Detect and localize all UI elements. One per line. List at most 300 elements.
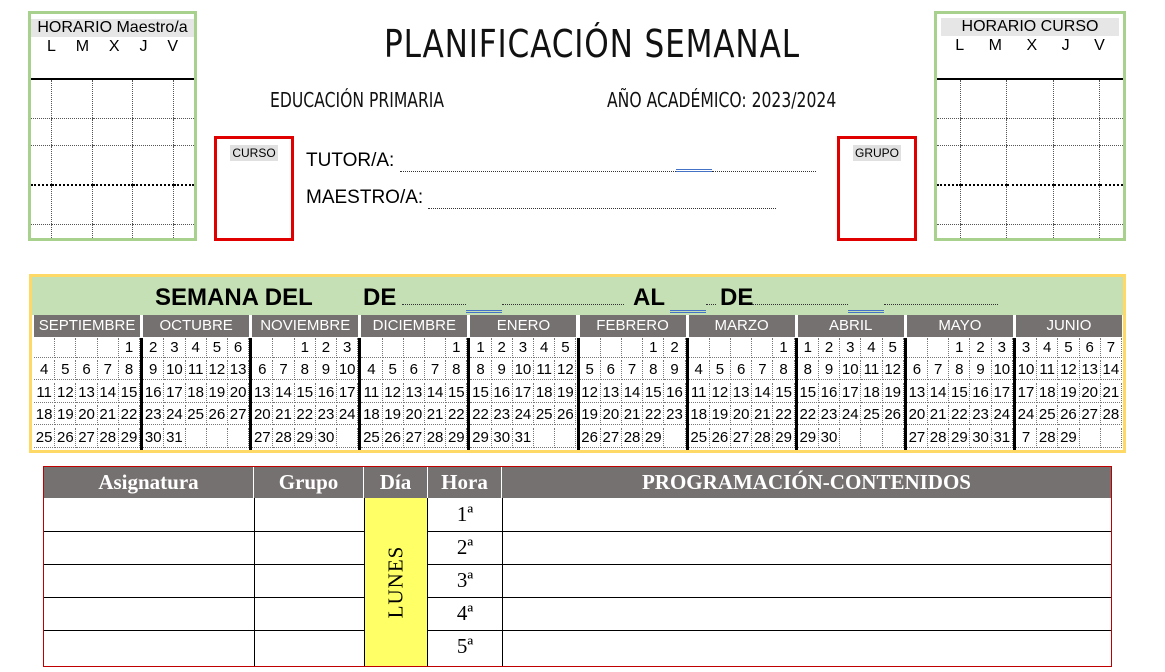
month-name: JUNIO (1016, 315, 1122, 337)
calendar-day: 12 (1058, 360, 1079, 380)
month-name: NOVIEMBRE (252, 315, 358, 337)
calendar-day: 10 (513, 360, 534, 380)
calendar-day: 24 (840, 405, 861, 425)
calendar-day: 6 (76, 360, 97, 380)
calendar-day: 8 (119, 360, 140, 380)
calendar-day: 14 (752, 383, 773, 403)
day-label: X (108, 38, 120, 55)
calendar-day: 3 (840, 338, 861, 358)
calendar-day: 28 (425, 428, 446, 448)
calendar-day: 9 (819, 360, 840, 380)
calendar-day: 19 (883, 383, 904, 403)
calendar-day: 5 (383, 360, 404, 380)
calendar-day: 15 (295, 383, 316, 403)
calendar-day: 27 (1080, 405, 1101, 425)
calendar-day: 16 (316, 383, 337, 403)
calendar-day: 16 (492, 383, 513, 403)
calendar-day: 26 (710, 428, 731, 448)
teacher-schedule-grid (31, 78, 194, 238)
calendar-day: 5 (1058, 338, 1079, 358)
calendar-day: 25 (861, 405, 882, 425)
calendar-day: 23 (492, 405, 513, 425)
course-schedule-days (937, 36, 1123, 56)
calendar-day: 17 (992, 383, 1013, 403)
calendar-day: 27 (731, 428, 752, 448)
calendar-day: 30 (492, 428, 513, 448)
header-asignatura: Asignatura (44, 467, 254, 498)
calendar-day: 18 (34, 405, 55, 425)
calendar-day (731, 338, 752, 358)
teacher-field[interactable] (306, 187, 776, 209)
calendar-day: 12 (207, 360, 228, 380)
calendar-day (1101, 428, 1122, 448)
calendar-day: 7 (1016, 428, 1037, 448)
calendar-day: 1 (295, 338, 316, 358)
calendar-day: 26 (555, 405, 576, 425)
calendar-day (689, 338, 710, 358)
calendar-day: 24 (164, 405, 185, 425)
calendar-day: 28 (273, 428, 294, 448)
calendar-day: 12 (883, 360, 904, 380)
calendar-day: 20 (601, 405, 622, 425)
calendar-day: 28 (1101, 405, 1122, 425)
calendar-day: 24 (337, 405, 358, 425)
calendar-day: 20 (1080, 383, 1101, 403)
calendar-day: 3 (1016, 338, 1037, 358)
calendar-day: 11 (1037, 360, 1058, 380)
calendar-day: 9 (316, 360, 337, 380)
calendar-day: 6 (1080, 338, 1101, 358)
calendar-day (207, 428, 228, 448)
calendar-day (337, 428, 358, 448)
calendar-day: 17 (513, 383, 534, 403)
hour-cell: 1ª (456, 502, 474, 526)
calendar-day: 17 (164, 383, 185, 403)
day-label: L (955, 37, 965, 54)
calendar-day: 13 (404, 383, 425, 403)
education-level: EDUCACIÓN PRIMARIA (270, 88, 445, 112)
calendar-day: 20 (907, 405, 928, 425)
day-label: J (139, 38, 148, 55)
teacher-schedule-days (31, 37, 194, 57)
day-cell-lunes (364, 498, 428, 666)
calendar-day: 8 (295, 360, 316, 380)
calendar-day (664, 428, 685, 448)
calendar-day: 22 (773, 405, 794, 425)
calendar-day: 28 (98, 428, 119, 448)
calendar-day: 11 (34, 383, 55, 403)
calendar-day: 23 (316, 405, 337, 425)
calendar-day: 26 (55, 428, 76, 448)
calendar-day: 19 (55, 405, 76, 425)
calendar-day: 5 (883, 338, 904, 358)
day-label: V (167, 38, 179, 55)
calendar-day: 28 (928, 428, 949, 448)
calendar-day: 22 (470, 405, 491, 425)
calendar-day: 15 (798, 383, 819, 403)
calendar-day (361, 338, 382, 358)
calendar-day: 25 (34, 428, 55, 448)
calendar-day: 4 (534, 338, 555, 358)
calendar-day: 4 (689, 360, 710, 380)
calendar-day: 13 (731, 383, 752, 403)
calendar-day: 15 (119, 383, 140, 403)
calendar-day: 11 (534, 360, 555, 380)
calendar-day: 13 (907, 383, 928, 403)
calendar-day: 12 (555, 360, 576, 380)
calendar-day: 25 (689, 428, 710, 448)
calendar-day: 5 (55, 360, 76, 380)
calendar-day: 29 (949, 428, 970, 448)
calendar-day: 7 (273, 360, 294, 380)
calendar-day: 17 (337, 383, 358, 403)
calendar-day: 29 (798, 428, 819, 448)
calendar-day: 14 (928, 383, 949, 403)
tutor-label: TUTOR/A: (306, 150, 395, 171)
calendar-day: 29 (773, 428, 794, 448)
calendar-day: 8 (643, 360, 664, 380)
calendar-day: 19 (710, 405, 731, 425)
calendar-day: 12 (580, 383, 601, 403)
calendar-day: 10 (1016, 360, 1037, 380)
calendar-day (907, 338, 928, 358)
day-label: M (988, 37, 1002, 54)
calendar-day: 3 (513, 338, 534, 358)
day-name: LUNES (383, 545, 408, 619)
calendar-day: 15 (949, 383, 970, 403)
calendar-day (76, 338, 97, 358)
calendar-day: 5 (555, 338, 576, 358)
calendar-day (622, 338, 643, 358)
calendar-day: 29 (295, 428, 316, 448)
calendar-day: 1 (446, 338, 467, 358)
calendar-day: 23 (664, 405, 685, 425)
calendar-day: 3 (337, 338, 358, 358)
calendar-day: 29 (446, 428, 467, 448)
calendar-day: 7 (425, 360, 446, 380)
calendar-day: 9 (143, 360, 164, 380)
calendar-day: 24 (1016, 405, 1037, 425)
calendar-day: 4 (1037, 338, 1058, 358)
calendar-day (55, 338, 76, 358)
calendar-day: 21 (425, 405, 446, 425)
calendar-day: 18 (861, 383, 882, 403)
teacher-schedule-title: HORARIO Maestro/a (31, 19, 194, 37)
calendar-day: 1 (643, 338, 664, 358)
calendar-day: 10 (164, 360, 185, 380)
calendar-day: 31 (992, 428, 1013, 448)
calendar-day: 21 (928, 405, 949, 425)
month-name: ENERO (470, 315, 576, 337)
calendar-day: 17 (840, 383, 861, 403)
month-name: MARZO (689, 315, 795, 337)
calendar-day (840, 428, 861, 448)
calendar-day: 31 (164, 428, 185, 448)
calendar-day (555, 428, 576, 448)
course-box[interactable] (214, 136, 294, 241)
calendar-day: 15 (446, 383, 467, 403)
calendar-day (186, 428, 207, 448)
calendar-day: 11 (689, 383, 710, 403)
calendar-day: 24 (992, 405, 1013, 425)
calendar-day: 14 (1101, 360, 1122, 380)
teacher-schedule-box (28, 11, 197, 241)
calendar-day: 20 (252, 405, 273, 425)
calendar-day (534, 428, 555, 448)
calendar-day (34, 338, 55, 358)
week-range-bar (32, 277, 1123, 315)
calendar-day (710, 338, 731, 358)
page-title: PLANIFICACIÓN SEMANAL (384, 22, 800, 66)
calendar-day: 21 (273, 405, 294, 425)
calendar-day: 8 (470, 360, 491, 380)
calendar-day: 18 (534, 383, 555, 403)
calendar-day: 7 (622, 360, 643, 380)
month-name: DICIEMBRE (361, 315, 467, 337)
calendar-day: 13 (76, 383, 97, 403)
calendar-day: 28 (752, 428, 773, 448)
calendar-day: 13 (252, 383, 273, 403)
calendar-day: 7 (928, 360, 949, 380)
calendar-day: 11 (861, 360, 882, 380)
calendar-day: 22 (798, 405, 819, 425)
day-label: V (1094, 37, 1105, 54)
calendar-day: 13 (228, 360, 249, 380)
calendar-day: 4 (186, 338, 207, 358)
calendar-day: 9 (664, 360, 685, 380)
calendar-day (928, 338, 949, 358)
header-grupo: Grupo (254, 467, 364, 498)
calendar-day: 8 (446, 360, 467, 380)
calendar-day: 20 (228, 383, 249, 403)
calendar-day: 11 (361, 383, 382, 403)
calendar-day: 26 (883, 405, 904, 425)
programming-table (43, 466, 1112, 667)
month-name: SEPTIEMBRE (34, 315, 140, 337)
calendar-day (383, 338, 404, 358)
calendar-day: 20 (76, 405, 97, 425)
calendar-day: 6 (252, 360, 273, 380)
calendar-day: 23 (819, 405, 840, 425)
calendar-day (228, 428, 249, 448)
calendar-day: 13 (1080, 360, 1101, 380)
day-label: X (1026, 37, 1038, 54)
course-schedule-box (934, 11, 1126, 241)
calendar-day: 1 (119, 338, 140, 358)
group-box[interactable] (837, 136, 917, 241)
calendar-day: 14 (425, 383, 446, 403)
calendar-day: 21 (98, 405, 119, 425)
hour-cell: 5ª (456, 634, 474, 658)
calendar-day: 6 (907, 360, 928, 380)
week-de-label-1: DE (363, 284, 397, 311)
calendar-day: 2 (492, 338, 513, 358)
calendar-day: 3 (992, 338, 1013, 358)
calendar-day: 8 (798, 360, 819, 380)
calendar-day (752, 338, 773, 358)
calendar-day: 31 (513, 428, 534, 448)
calendar-day (425, 338, 446, 358)
tutor-field[interactable] (306, 150, 816, 172)
calendar-day: 16 (819, 383, 840, 403)
calendar-day: 25 (534, 405, 555, 425)
calendar-day: 27 (601, 428, 622, 448)
calendar-day (273, 338, 294, 358)
calendar-day: 29 (470, 428, 491, 448)
calendar-day: 22 (446, 405, 467, 425)
calendar-day: 26 (383, 428, 404, 448)
month-name: OCTUBRE (143, 315, 249, 337)
calendar-day: 4 (34, 360, 55, 380)
calendar-day: 10 (840, 360, 861, 380)
week-de-label-2: DE (720, 284, 754, 311)
calendar-day: 29 (643, 428, 664, 448)
calendar-day: 19 (555, 383, 576, 403)
calendar-day: 6 (601, 360, 622, 380)
calendar-day: 10 (992, 360, 1013, 380)
calendar-day: 5 (207, 338, 228, 358)
calendar-day: 22 (119, 405, 140, 425)
calendar-day: 8 (949, 360, 970, 380)
calendar-day: 20 (404, 405, 425, 425)
calendar-day: 22 (643, 405, 664, 425)
calendar-day: 12 (710, 383, 731, 403)
calendar-day: 18 (689, 405, 710, 425)
week-al-label: AL (633, 284, 665, 311)
calendar-day: 12 (55, 383, 76, 403)
calendar-day: 18 (361, 405, 382, 425)
day-label: M (75, 38, 90, 55)
calendar-day: 10 (337, 360, 358, 380)
calendar-day: 19 (580, 405, 601, 425)
calendar-day (861, 428, 882, 448)
calendar-day: 1 (949, 338, 970, 358)
calendar-day (883, 428, 904, 448)
calendar-day: 18 (1037, 383, 1058, 403)
calendar-day: 5 (580, 360, 601, 380)
calendar-day: 16 (664, 383, 685, 403)
academic-year: AÑO ACADÉMICO: 2023/2024 (607, 88, 837, 112)
hour-cell: 3ª (456, 568, 474, 592)
month-name: FEBRERO (580, 315, 686, 337)
calendar-day: 5 (710, 360, 731, 380)
header-hora: Hora (428, 467, 502, 498)
hour-cell: 4ª (456, 601, 474, 625)
calendar-day: 11 (186, 360, 207, 380)
week-from-label: SEMANA DEL (155, 284, 313, 311)
teacher-label: MAESTRO/A: (306, 187, 424, 208)
calendar-day: 2 (143, 338, 164, 358)
calendar-day: 7 (752, 360, 773, 380)
calendar-day: 27 (907, 428, 928, 448)
calendar-day: 9 (492, 360, 513, 380)
calendar-day (1080, 428, 1101, 448)
calendar-day: 23 (143, 405, 164, 425)
calendar-day: 23 (970, 405, 991, 425)
header-dia: Día (364, 467, 428, 498)
month-name: ABRIL (798, 315, 904, 337)
calendar-day: 26 (1058, 405, 1079, 425)
calendar-day: 27 (252, 428, 273, 448)
calendar-day: 27 (228, 405, 249, 425)
calendar-day: 14 (622, 383, 643, 403)
hour-cell: 2ª (456, 535, 474, 559)
calendar-day: 4 (361, 360, 382, 380)
calendar-day: 22 (949, 405, 970, 425)
calendar-day: 9 (970, 360, 991, 380)
calendar-day: 21 (1101, 383, 1122, 403)
calendar-day: 19 (383, 405, 404, 425)
calendar-day: 7 (1101, 338, 1122, 358)
day-label: L (46, 38, 56, 55)
calendar-day: 2 (664, 338, 685, 358)
calendar-day: 8 (773, 360, 794, 380)
calendar-day: 29 (1058, 428, 1079, 448)
calendar-day: 19 (207, 383, 228, 403)
calendar-day: 21 (752, 405, 773, 425)
calendar-day: 27 (76, 428, 97, 448)
calendar-day: 3 (164, 338, 185, 358)
calendar-day: 30 (143, 428, 164, 448)
calendar-day: 6 (404, 360, 425, 380)
calendar-day: 2 (819, 338, 840, 358)
calendar-day: 16 (143, 383, 164, 403)
calendar-day: 25 (1037, 405, 1058, 425)
calendar-day: 25 (186, 405, 207, 425)
day-label: J (1061, 37, 1070, 54)
calendar-day: 25 (361, 428, 382, 448)
calendar-day: 28 (622, 428, 643, 448)
calendar-day: 14 (98, 383, 119, 403)
calendar-day: 2 (970, 338, 991, 358)
calendar-day: 16 (970, 383, 991, 403)
calendar-day (98, 338, 119, 358)
calendar (29, 274, 1126, 453)
calendar-day: 15 (470, 383, 491, 403)
calendar-day: 28 (1037, 428, 1058, 448)
calendar-day: 1 (798, 338, 819, 358)
calendar-day: 1 (773, 338, 794, 358)
calendar-day: 13 (601, 383, 622, 403)
course-label: CURSO (232, 146, 276, 160)
month-name: MAYO (907, 315, 1013, 337)
calendar-day: 2 (316, 338, 337, 358)
calendar-day (252, 338, 273, 358)
calendar-day: 30 (970, 428, 991, 448)
calendar-day: 29 (119, 428, 140, 448)
calendar-day: 12 (383, 383, 404, 403)
calendar-day: 15 (643, 383, 664, 403)
calendar-day: 19 (1058, 383, 1079, 403)
calendar-day: 21 (622, 405, 643, 425)
calendar-day: 7 (98, 360, 119, 380)
header-programacion: PROGRAMACIÓN-CONTENIDOS (502, 467, 1111, 498)
calendar-day: 27 (404, 428, 425, 448)
calendar-day: 15 (773, 383, 794, 403)
calendar-day: 26 (207, 405, 228, 425)
calendar-day: 14 (273, 383, 294, 403)
calendar-day: 30 (316, 428, 337, 448)
calendar-day: 6 (228, 338, 249, 358)
course-schedule-title: HORARIO CURSO (941, 18, 1119, 36)
calendar-day (601, 338, 622, 358)
course-schedule-grid (937, 78, 1123, 238)
calendar-day: 30 (819, 428, 840, 448)
calendar-day: 18 (186, 383, 207, 403)
calendar-day: 4 (861, 338, 882, 358)
group-label: GRUPO (854, 146, 899, 160)
calendar-day: 6 (731, 360, 752, 380)
